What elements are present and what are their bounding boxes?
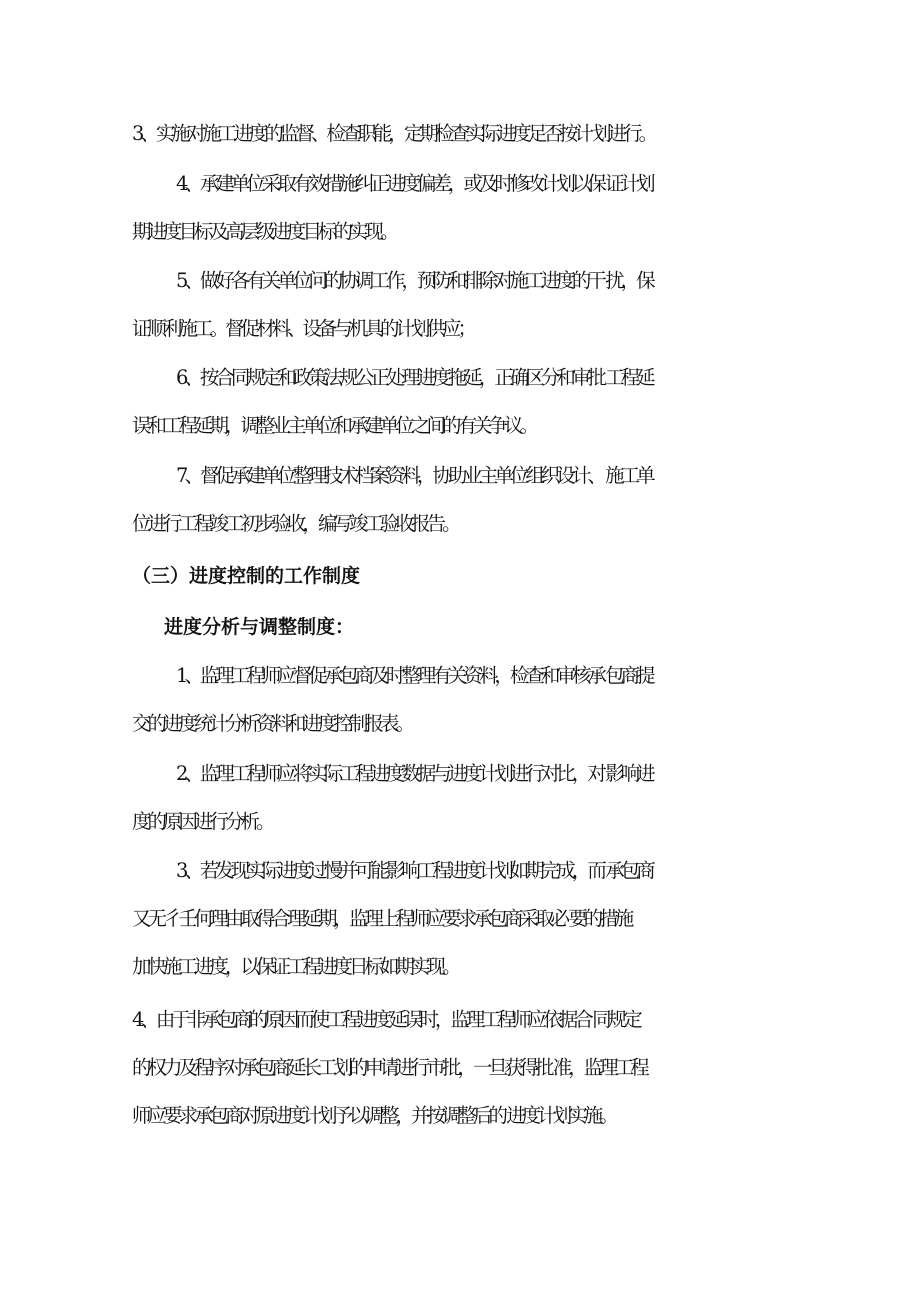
list-item-line: 度的原因进行分析。 (132, 810, 272, 833)
list-item-line: 师应要求承包商对原进度计划予以调整，并按调整后的 进度计划实施。 (132, 1104, 615, 1127)
paragraph-line: 3、实施对施工进度的监督、检查职能，定期检查实际进度足否按计 划进行。 (132, 122, 655, 145)
paragraph-7 (0, 452, 920, 548)
list-item-line: 2、监理工程师应将实际工程进度数据与进度计划进行对比，对 影响进 (176, 762, 652, 785)
list-item-line: 4、由于非承包商的原因而使工程进度延误时，监理工程师应依据合 同规定 (132, 1008, 639, 1031)
list-item-line: 3、若发现实际进度过慢并可能影响工程进度计划如期完成，而 承包商 (176, 859, 652, 882)
paragraph-3 (0, 110, 920, 158)
list-item-3 (0, 847, 920, 991)
paragraph-4 (0, 160, 920, 256)
paragraph-line: 证顺利施工。督促材料、设备与机具的计划供应； (132, 317, 474, 340)
list-item-4 (0, 996, 920, 1140)
paragraph-5 (0, 257, 920, 353)
list-item-line: 1、监理工程师应督促承包商及时整理有关资料，检查和审核承 包商提 (176, 664, 652, 687)
sub-heading: 进度分析与调整制度： (164, 616, 355, 638)
list-item-line: 的权力及程序对承包商延长工划的申请进行市批，一旦获得批 准，监理工程 (132, 1056, 646, 1079)
paragraph-line: 4、承建单位采取有效措施纠正进度偏差，或及时修改计划以保 证计划 (176, 172, 652, 195)
list-item-line: 加快施工进度，以保证工程进度日标如期实现。 (132, 955, 458, 978)
paragraph-line: 7、督促承建单位整理技术档案资料，协助业主单位组织设计、 施工单 (176, 464, 652, 487)
paragraph-line: 位进行工程竣工初步验收，编写竣工验收报告。 (132, 512, 458, 535)
paragraph-line: 6、按合同规定和政策法规公正处理进度拖延，正确区分和审批 工程延 (176, 366, 652, 389)
paragraph-line: 期进度目标及高层级进度目标的实现。 (132, 220, 396, 243)
list-item-line: 交的进度统计分析资料和进度控制报表。 (132, 712, 412, 735)
list-item-2 (0, 750, 920, 846)
list-item-line: 又无彳壬何理由取得合理延期，监理上程师应要求承包商采取必 要的措施 (132, 907, 631, 930)
list-item-1 (0, 652, 920, 748)
section-heading: （三）进度控制的工作制度 (132, 565, 361, 587)
paragraph-line: 5、做好各有关单位问的协调工作，预防和排除对施工进度的干 扰，保 (176, 269, 652, 292)
paragraph-6 (0, 354, 920, 450)
paragraph-line: 误和工程延期，调整业主单位和承建单位之间的有关争议。 (132, 414, 536, 437)
